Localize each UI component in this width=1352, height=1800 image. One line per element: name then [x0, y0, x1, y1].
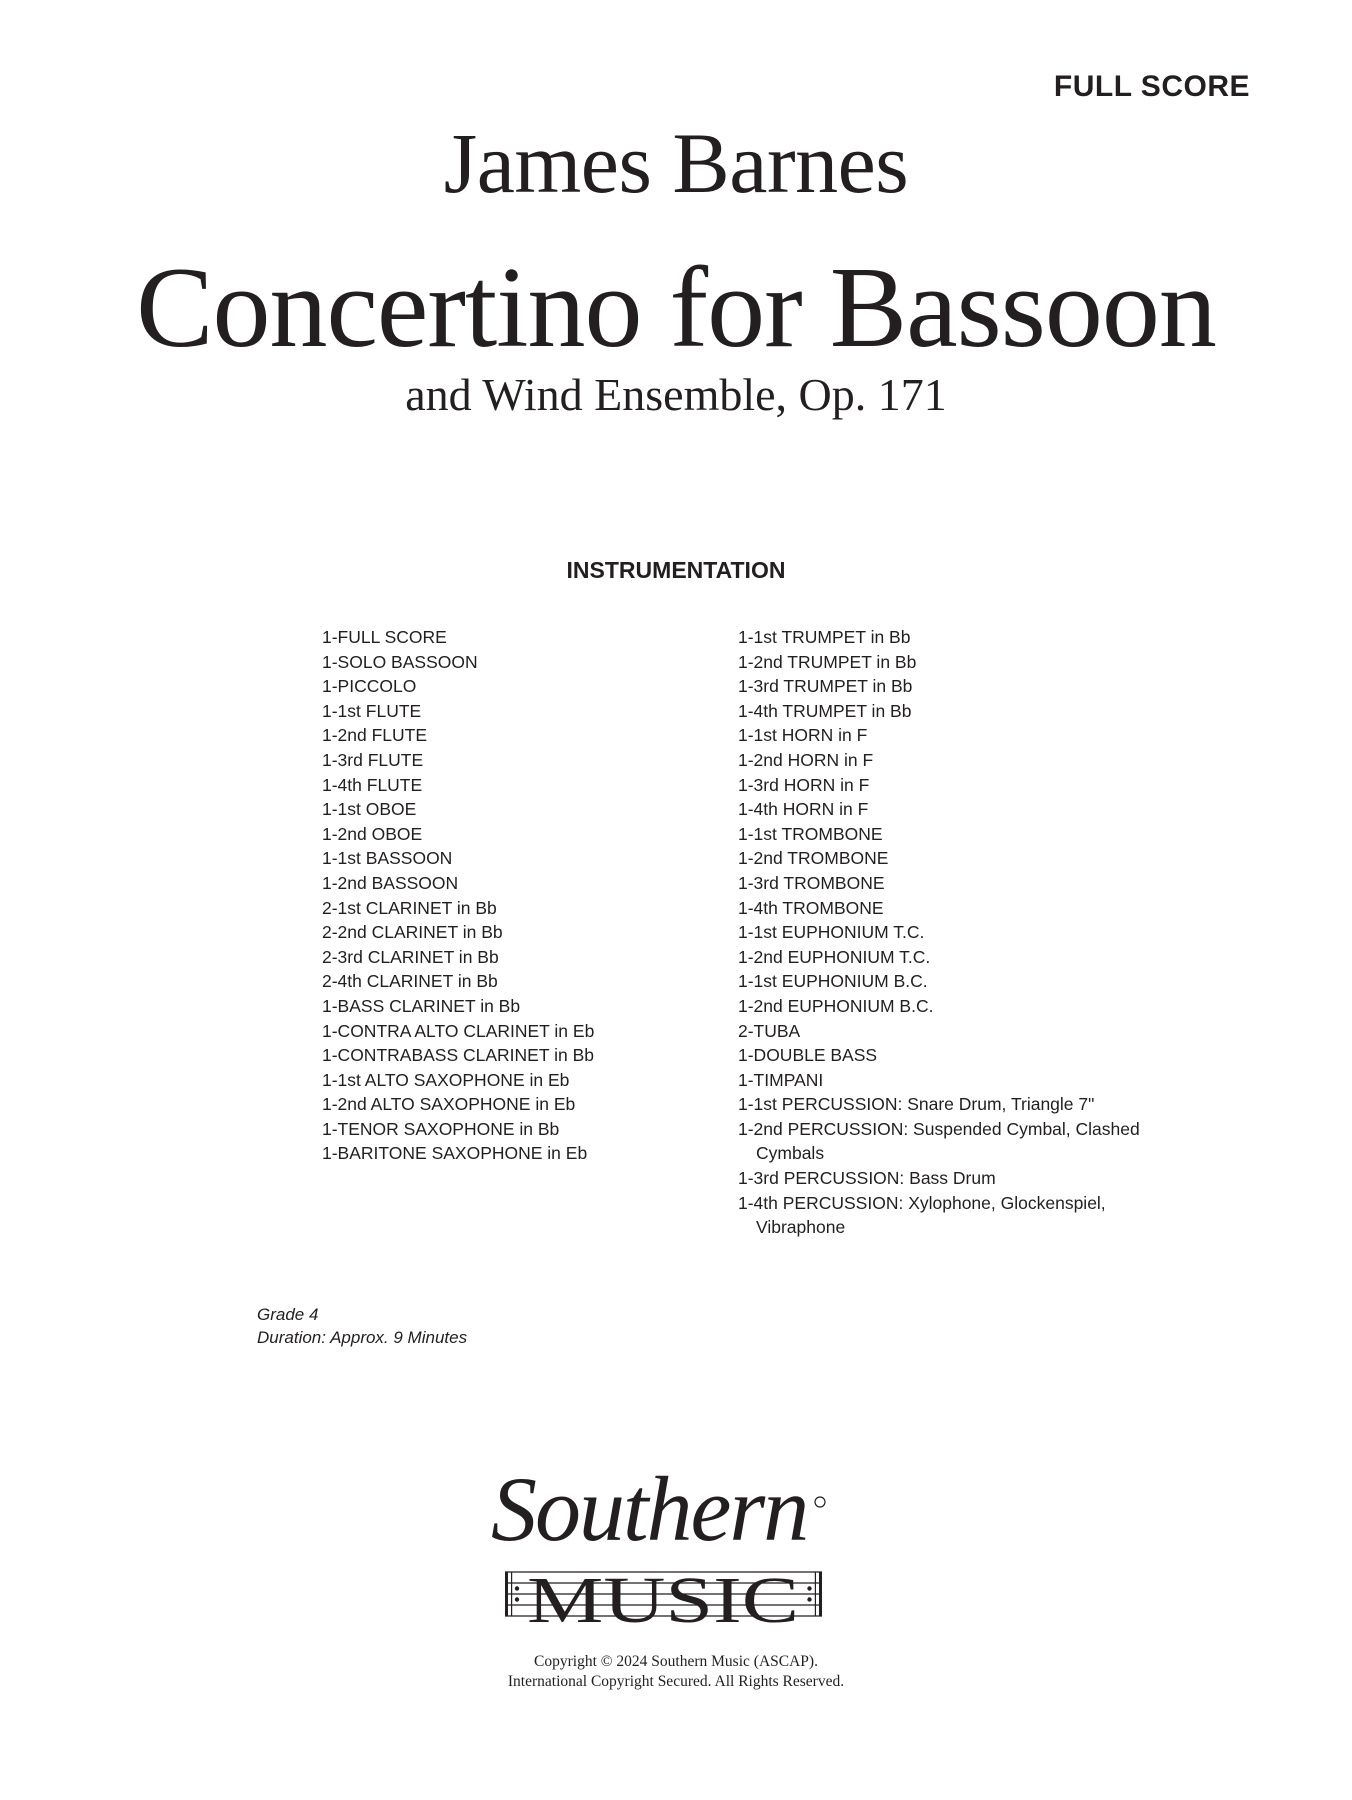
instrument-item: 1-4th PERCUSSION: Xylophone, Glockenspiel, Vibraphone [738, 1192, 1106, 1238]
instrument-item: 1-4th FLUTE [322, 774, 423, 795]
score-type-label: FULL SCORE [1053, 70, 1250, 103]
registered-mark-icon [815, 1497, 825, 1507]
instrument-item: 2-1st CLARINET in Bb [322, 897, 497, 918]
southern-music-logo [487, 1462, 867, 1642]
instrument-item: 1-CONTRABASS CLARINET in Bb [322, 1045, 594, 1066]
instrument-item: 1-3rd HORN in F [738, 774, 870, 795]
instrument-item: 1-TENOR SAXOPHONE in Bb [322, 1118, 560, 1139]
instrument-item: 1-3rd TRUMPET in Bb [738, 676, 913, 697]
work-subtitle: and Wind Ensemble, Op. 171 [405, 369, 947, 420]
instrument-item: 1-2nd EUPHONIUM T.C. [738, 946, 931, 967]
rights-line: International Copyright Secured. All Rights Reserved. [507, 1673, 845, 1690]
instrument-item: 1-2nd FLUTE [322, 725, 428, 746]
instrument-item: 1-FULL SCORE [322, 627, 447, 647]
instrument-item: 1-3rd TROMBONE [738, 872, 885, 893]
grade-label: Grade 4 [257, 1305, 319, 1324]
work-title: Concertino for Bassoon [136, 244, 1216, 372]
instrument-item: 1-1st EUPHONIUM B.C. [738, 971, 928, 992]
instrument-item: 1-1st FLUTE [322, 700, 422, 721]
instrument-item: 1-1st OBOE [322, 799, 417, 820]
instrument-item: 1-1st HORN in F [738, 725, 868, 746]
instrument-item: 1-SOLO BASSOON [322, 651, 478, 672]
instrumentation-left-column [322, 625, 594, 1166]
instrumentation-heading: INSTRUMENTATION [566, 557, 786, 583]
instrument-item: 1-1st TRUMPET in Bb [738, 627, 911, 647]
instrument-item: 1-3rd PERCUSSION: Bass Drum [738, 1168, 996, 1189]
instrument-item: 1-2nd EUPHONIUM B.C. [738, 995, 934, 1016]
logo-wordmark-music: MUSIC [527, 1564, 799, 1637]
instrument-item: 1-1st TROMBONE [738, 823, 883, 844]
duration-label: Duration: Approx. 9 Minutes [257, 1328, 468, 1347]
instrument-item: 1-2nd HORN in F [738, 749, 874, 770]
instrument-item: 2-3rd CLARINET in Bb [322, 946, 499, 967]
instrument-item: 1-2nd OBOE [322, 823, 423, 844]
instrument-item: 2-TUBA [738, 1020, 801, 1041]
instrument-item: 1-1st EUPHONIUM T.C. [738, 922, 925, 943]
instrument-item: 1-TIMPANI [738, 1069, 824, 1090]
instrument-item: 1-4th TROMBONE [738, 897, 884, 918]
work-details [257, 1303, 467, 1349]
instrument-item: 1-BASS CLARINET in Bb [322, 995, 521, 1016]
instrument-item: 1-CONTRA ALTO CLARINET in Eb [322, 1020, 595, 1041]
copyright-notice [0, 1652, 1352, 1692]
instrument-item: 1-BARITONE SAXOPHONE in Eb [322, 1143, 588, 1164]
instrument-item: 1-2nd PERCUSSION: Suspended Cymbal, Clashed Cymbals [738, 1118, 1140, 1164]
instrument-item: 2-4th CLARINET in Bb [322, 971, 498, 992]
instrument-item: 1-3rd FLUTE [322, 749, 424, 770]
instrument-item: 1-2nd BASSOON [322, 872, 459, 893]
instrument-item: 1-1st BASSOON [322, 848, 453, 869]
instrument-item: 1-4th TRUMPET in Bb [738, 700, 912, 721]
instrument-item: 1-4th HORN in F [738, 799, 869, 820]
instrumentation-right-column [738, 625, 1176, 1240]
instrument-item: 1-2nd TROMBONE [738, 848, 889, 869]
instrument-item: 1-1st ALTO SAXOPHONE in Eb [322, 1069, 570, 1090]
instrument-item: 1-1st PERCUSSION: Snare Drum, Triangle 7" [738, 1094, 1095, 1115]
composer-name: James Barnes [443, 115, 909, 211]
instrument-item: 1-2nd TRUMPET in Bb [738, 651, 917, 672]
instrument-item: 1-2nd ALTO SAXOPHONE in Eb [322, 1094, 576, 1115]
instrument-item: 1-DOUBLE BASS [738, 1045, 878, 1066]
instrument-item: 2-2nd CLARINET in Bb [322, 922, 503, 943]
instrument-item: 1-PICCOLO [322, 676, 417, 697]
copyright-line: Copyright © 2024 Southern Music (ASCAP). [534, 1653, 818, 1670]
logo-wordmark-southern: Southern [491, 1462, 808, 1560]
